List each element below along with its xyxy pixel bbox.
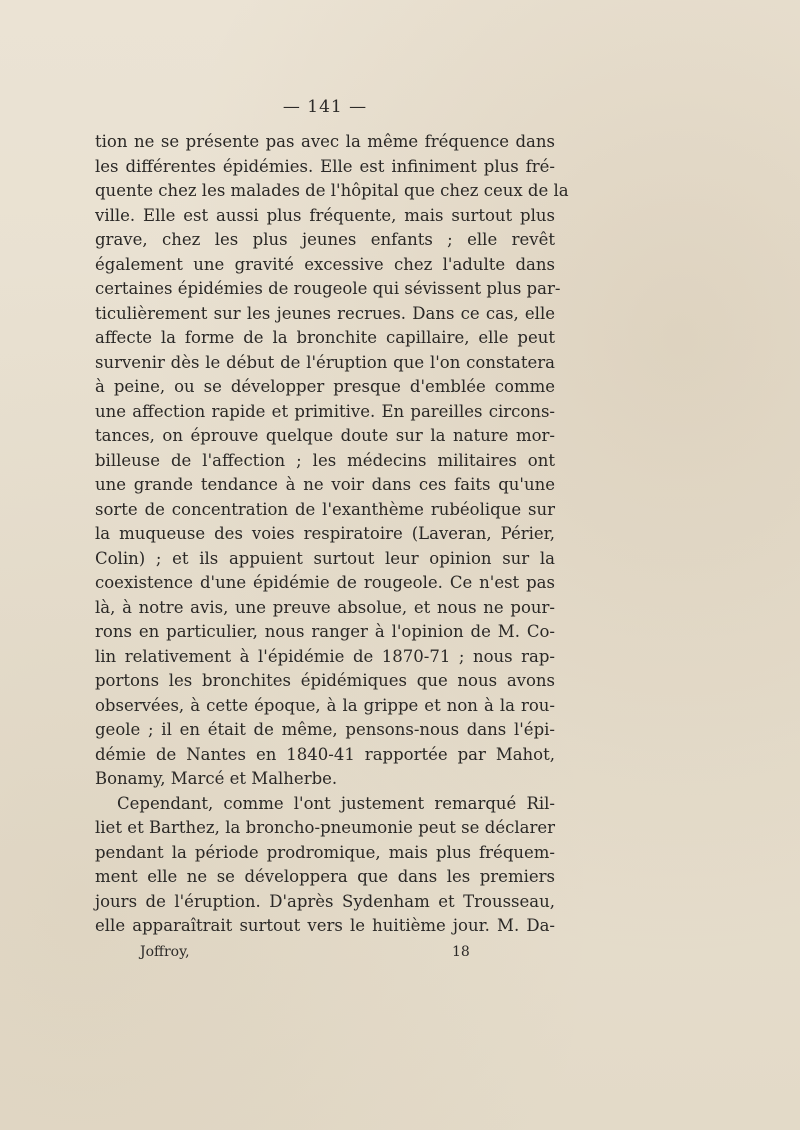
text-line: survenir dès le début de l'éruption que l'on constatera xyxy=(95,352,555,372)
text-line: coexistence d'une épidémie de rougeole. Ce n'est pas xyxy=(95,573,555,592)
text-line: là, à notre avis, une preuve absolue, et nous ne pour- xyxy=(95,597,555,617)
text-line: lin relativement à l'épidémie de 1870-71 ; nous rap- xyxy=(95,646,555,666)
text-line: elle apparaîtrait surtout vers le huitième jour. M. Da- xyxy=(95,916,555,935)
text-line: également une gravité excessive chez l'adulte dans xyxy=(95,254,555,274)
text-line: ville. Elle est aussi plus fréquente, mais surtout plus xyxy=(95,205,555,225)
text-line: jours de l'éruption. D'après Sydenham et Trousseau, xyxy=(95,891,555,911)
text-line: les différentes épidémies. Elle est infiniment plus fré- xyxy=(95,156,555,176)
text-line: quente chez les malades de l'hôpital que chez ceux de la xyxy=(95,181,569,200)
text-line: billeuse de l'affection ; les médecins militaires ont xyxy=(95,450,555,470)
text-line: grave, chez les plus jeunes enfants ; elle revêt xyxy=(95,230,555,249)
text-line: Colin) ; et ils appuient surtout leur opinion sur la xyxy=(95,548,555,568)
text-line: tion ne se présente pas avec la même fréquence dans xyxy=(95,132,555,151)
body-text xyxy=(95,130,569,939)
text-line: tances, on éprouve quelque doute sur la nature mor- xyxy=(95,426,555,445)
text-line: affecte la forme de la bronchite capillaire, elle peut xyxy=(95,328,555,347)
footer-author: Joffroy, xyxy=(140,944,190,960)
text-line: certaines épidémies de rougeole qui sévissent plus par- xyxy=(95,279,561,298)
text-line: Bonamy, Marcé et Malherbe. xyxy=(95,769,338,788)
text-line: une grande tendance à ne voir dans ces faits qu'une xyxy=(95,475,555,494)
text-line: démie de Nantes en 1840-41 rapportée par Mahot, xyxy=(95,744,555,764)
text-line: Cependant, comme l'ont justement remarqué Ril- xyxy=(117,793,555,813)
text-line: rons en particulier, nous ranger à l'opinion de M. Co- xyxy=(95,622,555,641)
text-line: portons les bronchites épidémiques que nous avons xyxy=(95,671,555,690)
text-line: sorte de concentration de l'exanthème rubéolique sur xyxy=(95,499,555,519)
text-line: geole ; il en était de même, pensons-nous dans l'épi- xyxy=(95,720,555,739)
signature-mark: 18 xyxy=(452,944,470,960)
text-line: observées, à cette époque, à la grippe et non à la rou- xyxy=(95,695,555,715)
text-line: liet et Barthez, la broncho-pneumonie peut se déclarer xyxy=(95,818,555,837)
page-number: — 141 — xyxy=(282,97,368,117)
text-line: pendant la période prodromique, mais plus fréquem- xyxy=(95,842,555,862)
text-line: une affection rapide et primitive. En pareilles circons- xyxy=(95,401,555,421)
text-line: la muqueuse des voies respiratoire (Laveran, Périer, xyxy=(95,524,555,543)
text-line: ment elle ne se développera que dans les premiers xyxy=(95,867,555,886)
text-line: à peine, ou se développer presque d'emblée comme xyxy=(95,377,555,396)
text-line: ticulièrement sur les jeunes recrues. Dans ce cas, elle xyxy=(95,303,555,323)
